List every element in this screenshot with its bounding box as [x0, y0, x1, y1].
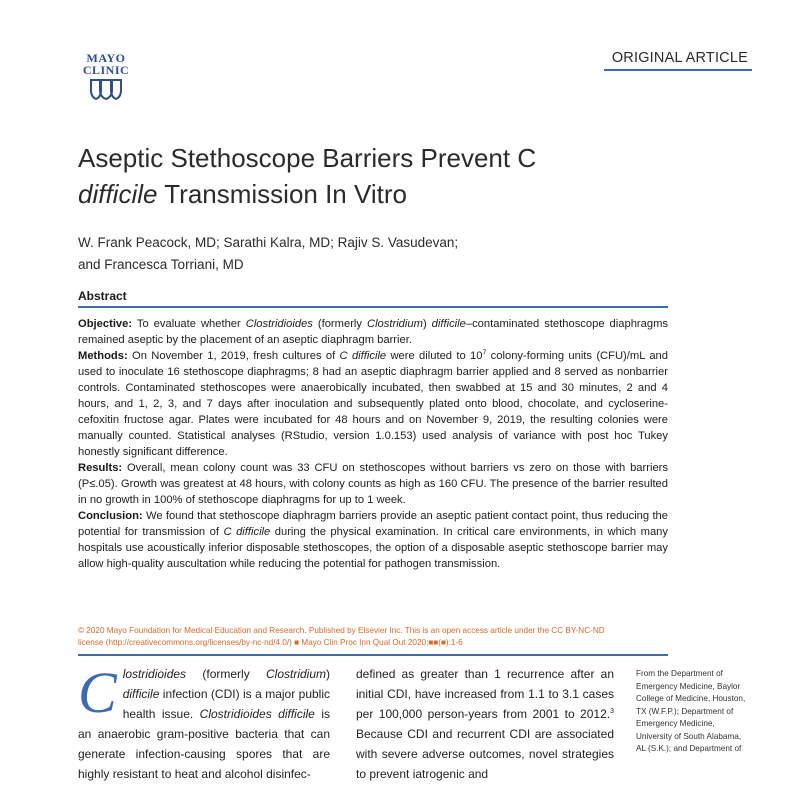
abstract-body — [78, 316, 668, 572]
abstract-divider — [78, 306, 668, 308]
title-part-3: Transmission In Vitro — [157, 179, 407, 209]
methods-italic: C difficile — [339, 350, 387, 362]
conclusion-text: We found that stethoscope diaphragm barriers provide an aseptic patient contact point, thus reducing the potential for transmission of — [78, 510, 668, 538]
body-italic: lostridioides — [122, 667, 187, 681]
objective-text: (formerly — [312, 318, 367, 330]
article-title — [78, 140, 598, 212]
objective-italic: Clostridium — [366, 318, 423, 330]
body-text: infection (CDI) is a major public health issue. — [122, 687, 330, 721]
author-line-2: and Francesca Torriani, MD — [78, 257, 244, 272]
conclusion-label: Conclusion: — [78, 510, 143, 522]
title-part-1: Aseptic Stethoscope Barriers Prevent C — [78, 143, 537, 173]
author-line-1: W. Frank Peacock, MD; Sarathi Kalra, MD; Rajiv S. Vasudevan; — [78, 235, 459, 250]
objective-italic: Clostridioides — [245, 318, 313, 330]
objective-label: Objective: — [78, 318, 133, 330]
article-type-label: ORIGINAL ARTICLE — [611, 50, 748, 66]
abstract-methods — [78, 348, 668, 460]
abstract-conclusion — [78, 508, 668, 572]
body-text: (formerly — [186, 667, 266, 681]
methods-superscript: 7 — [482, 349, 487, 357]
body-column-1 — [78, 660, 330, 784]
conclusion-text: during the physical examination. In critical care environments, in which many hospitals use acoustically inferior disposable stethoscopes, the option of a disposable aseptic stethoscope barrier may allow high-quality auscultation while reducing the potential for pathogen transmission. — [78, 526, 668, 570]
body-column-2 — [356, 664, 614, 784]
methods-text: colony-forming units (CFU)/mL and used to inoculate 16 stethoscope diaphragms; 8 had an aseptic diaphragm barrier applied and 8 served as nonbarrier controls. Contaminated stethoscopes were anaerobically incubated, then swabbed at 15 and 30 minutes, 2 and 4 hours, and 1, 2, 3, and 7 days after inoculation and subsequently plated onto blood, chocolate, and cycloserine-cefoxitin fructose agar. Plates were incubated for 48 hours and on November 9, 2019, the resulting colonies were manually counted. Statistical analyses (RStudio, version 1.0.153) used analysis of variance with post hoc Tukey honestly significant difference. — [78, 350, 668, 458]
body-text: is an anaerobic gram-positive bacteria that can generate infection-causing spores that are highly resistant to heat and alcohol disinfec- — [78, 707, 330, 781]
methods-label: Methods: — [78, 350, 128, 362]
author-list — [78, 232, 558, 276]
citation-superscript: 3 — [610, 708, 614, 715]
author-affiliations: From the Department of Emergency Medicine, Baylor College of Medicine, Houston, TX (W.F.P.); Department of Emergency Medicine, University of South Alabama, AL (S.K.); and Department of — [636, 669, 746, 753]
journal-logo — [76, 52, 136, 100]
abstract-heading: Abstract — [78, 289, 127, 303]
methods-text: On November 1, 2019, fresh cultures of — [127, 350, 340, 362]
mayo-shields-icon — [89, 78, 123, 100]
title-italic: difficile — [78, 179, 158, 209]
objective-text: –contaminated stethoscope diaphragms remained aseptic by the placement of an aseptic diaphragm barrier. — [78, 318, 668, 346]
body-italic: Clostridium — [265, 667, 326, 681]
body-text: Because CDI and recurrent CDI are associated with severe adverse outcomes, novel strategies to prevent iatrogenic and — [356, 727, 614, 781]
abstract-objective — [78, 316, 668, 348]
results-text: Overall, mean colony count was 33 CFU on stethoscopes without barriers vs zero on those with barriers (P≤.05). Growth was greatest at 48 hours, with colony counts as high as 160 CFU. The presence of the barrier resulted in no growth in 100% of stethoscope diaphragms for up to 1 week. — [78, 462, 668, 506]
objective-italic: difficile — [431, 318, 466, 330]
body-text: defined as greater than 1 recurrence after an initial CDI, have increased from 1.1 to 3.1 cases per 100,000 person-years from 2001 to 2012. — [356, 667, 614, 721]
body-paragraph — [356, 664, 614, 784]
article-type-underline — [604, 69, 752, 71]
abstract-bottom-divider — [78, 654, 668, 656]
objective-text: To evaluate whether — [132, 318, 246, 330]
abstract-results — [78, 460, 668, 508]
logo-line-1: MAYO — [86, 51, 126, 65]
copyright-notice — [78, 625, 668, 649]
objective-text: ) — [422, 318, 432, 330]
body-italic: difficile — [122, 687, 160, 701]
body-paragraph — [78, 660, 330, 784]
conclusion-italic: C difficile — [223, 526, 271, 538]
body-italic: Clostridioides difficile — [199, 707, 315, 721]
copyright-line-2: license (http://creativecommons.org/licenses/by-nc-nd/4.0/) ■ Mayo Clin Proc Inn Qual Out 2020;■■(■):1-6 — [78, 638, 463, 647]
drop-cap: C — [78, 660, 117, 725]
logo-line-2: CLINIC — [82, 63, 130, 77]
body-text: ) — [326, 667, 330, 681]
copyright-line-1: © 2020 Mayo Foundation for Medical Education and Research. Published by Elsevier Inc. This is an open access article under the CC BY-NC-ND — [78, 626, 605, 635]
methods-text: were diluted to 10 — [386, 350, 483, 362]
results-label: Results: — [78, 462, 123, 474]
